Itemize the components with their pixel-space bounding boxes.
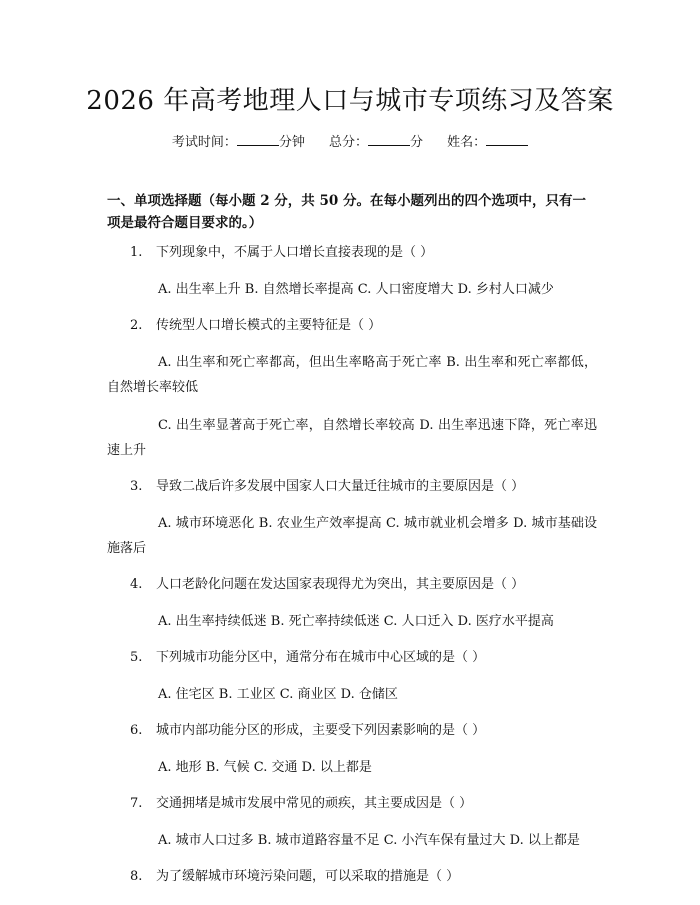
question-text: 城市内部功能分区的形成，主要受下列因素影响的是（ ） (156, 723, 486, 738)
question-7 (107, 793, 597, 815)
question-1-options: A. 出生率上升 B. 自然增长率提高 C. 人口密度增大 D. 乡村人口减少 (158, 282, 554, 297)
question-5 (107, 647, 597, 669)
exam-score-blank (368, 133, 410, 146)
exam-time-label: 考试时间： (171, 135, 237, 150)
question-number: 2. (130, 318, 143, 333)
question-number: 8. (130, 869, 143, 884)
question-number: 6. (130, 723, 143, 738)
question-4-options: A. 出生率持续低迷 B. 死亡率持续低迷 C. 人口迁入 D. 医疗水平提高 (158, 614, 554, 629)
section-heading: 一、单项选择题（每小题 2 分，共 50 分。在每小题列出的四个选项中，只有一项是最符合题目要求的。） (107, 193, 586, 231)
exam-score-label: 总分： (328, 135, 368, 150)
question-text: 下列城市功能分区中，通常分布在城市中心区域的是（ ） (156, 650, 486, 665)
exam-name (447, 135, 528, 150)
exam-time-blank (237, 133, 279, 146)
question-6-options: A. 地形 B. 气候 C. 交通 D. 以上都是 (158, 760, 372, 775)
exam-name-blank (486, 133, 528, 146)
question-2-options-ab: A. 出生率和死亡率都高，但出生率略高于死亡率 B. 出生率和死亡率都低，自然增长率较低 (107, 355, 597, 395)
question-6 (107, 720, 597, 742)
question-text: 为了缓解城市环境污染问题，可以采取的措施是（ ） (156, 869, 460, 884)
question-3 (107, 476, 597, 498)
exam-time (172, 135, 305, 150)
question-3-options: A. 城市环境恶化 B. 农业生产效率提高 C. 城市就业机会增多 D. 城市基础设施落后 (107, 516, 597, 556)
question-text: 导致二战后许多发展中国家人口大量迁往城市的主要原因是（ ） (156, 479, 525, 494)
question-2-options-cd: C. 出生率显著高于死亡率，自然增长率较高 D. 出生率迅速下降，死亡率迅速上升 (107, 418, 597, 458)
exam-score-unit: 分 (410, 135, 424, 150)
question-text: 下列现象中，不属于人口增长直接表现的是（ ） (156, 245, 434, 260)
question-list (107, 242, 597, 901)
question-8 (107, 866, 597, 888)
question-number: 3. (130, 479, 143, 494)
exam-name-label: 姓名： (447, 135, 487, 150)
question-1 (107, 242, 597, 264)
page-title: 2026 年高考地理人口与城市专项练习及答案 (86, 86, 614, 116)
question-text: 人口老龄化问题在发达国家表现得尤为突出，其主要原因是（ ） (156, 577, 525, 592)
question-text: 传统型人口增长模式的主要特征是（ ） (156, 318, 382, 333)
exam-score (329, 135, 423, 150)
question-4 (107, 574, 597, 596)
exam-info (0, 131, 700, 150)
question-5-options: A. 住宅区 B. 工业区 C. 商业区 D. 仓储区 (158, 687, 398, 702)
exam-time-unit: 分钟 (278, 135, 305, 150)
question-2 (107, 315, 597, 337)
question-number: 7. (130, 796, 143, 811)
question-7-options: A. 城市人口过多 B. 城市道路容量不足 C. 小汽车保有量过大 D. 以上都是 (158, 833, 580, 848)
question-number: 5. (130, 650, 143, 665)
question-text: 交通拥堵是城市发展中常见的顽疾，其主要成因是（ ） (156, 796, 473, 811)
question-number: 1. (130, 245, 143, 260)
question-number: 4. (130, 577, 143, 592)
